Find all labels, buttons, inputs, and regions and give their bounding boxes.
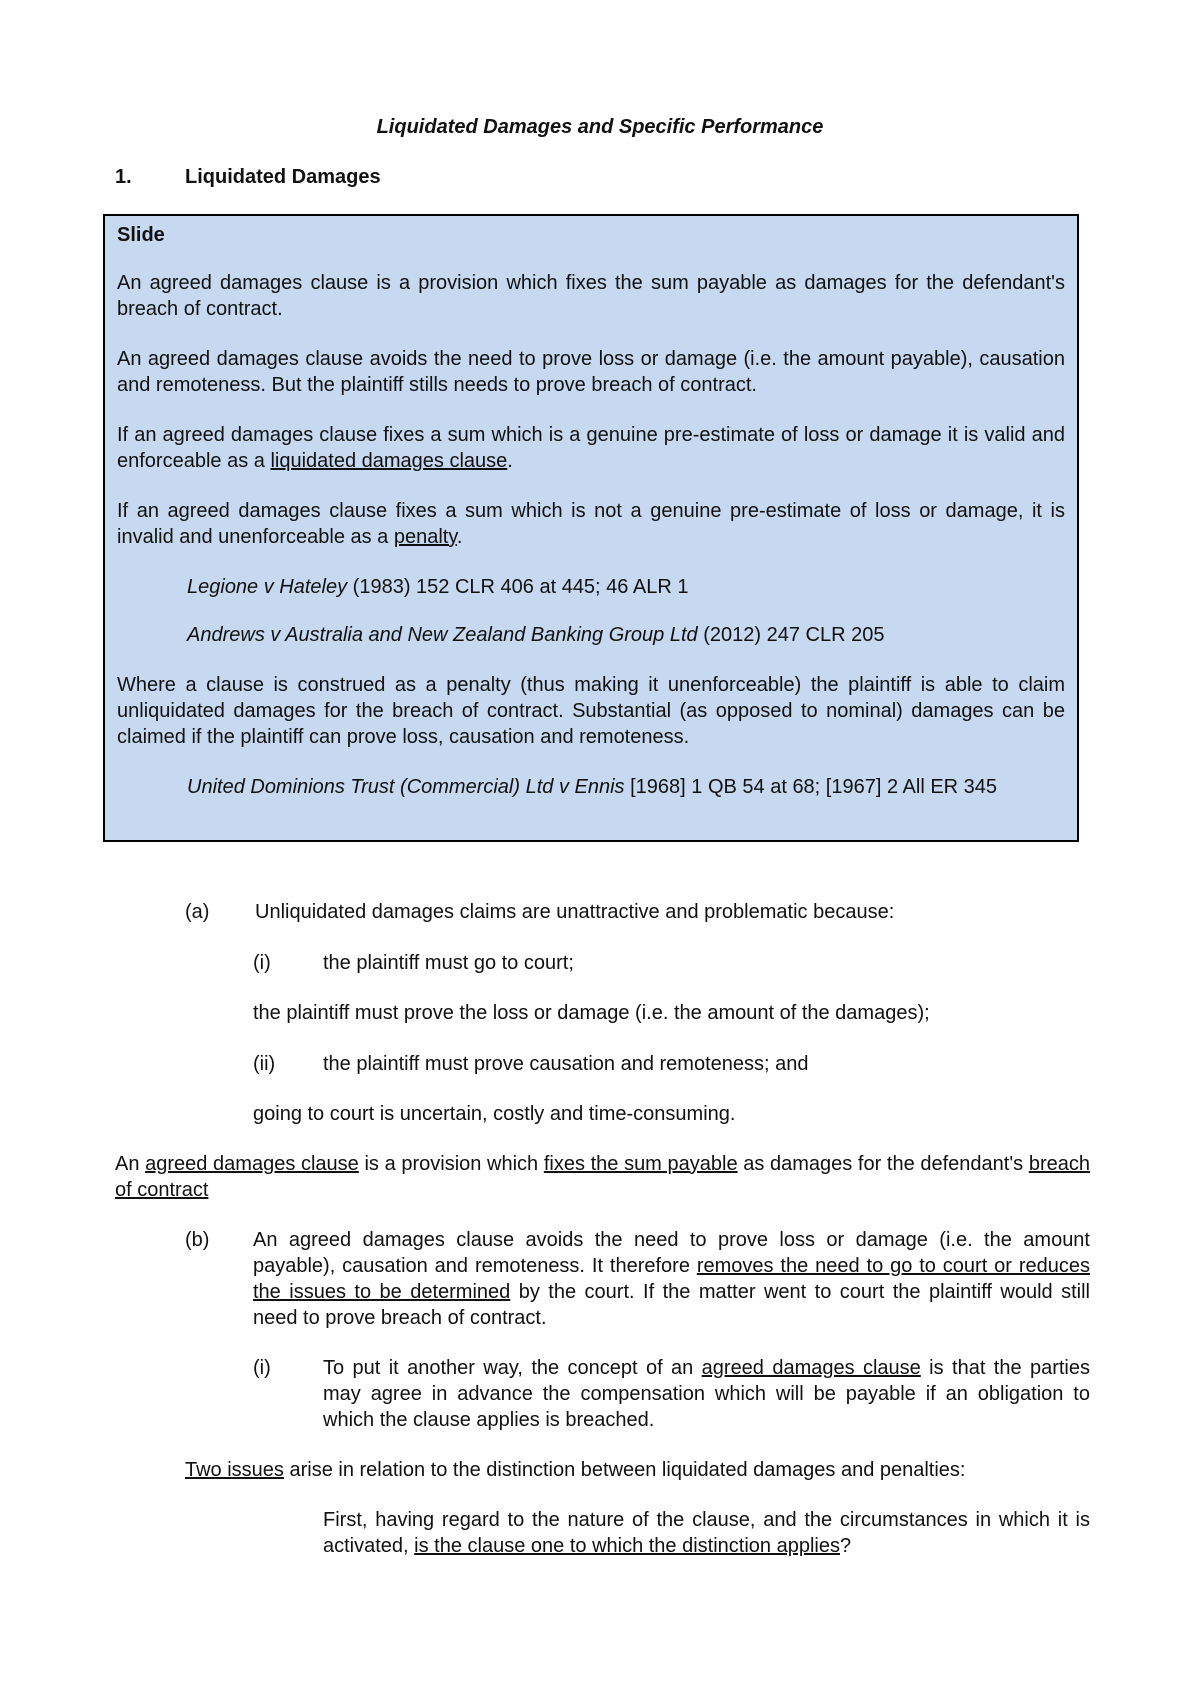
list-label: (ii) bbox=[253, 1053, 276, 1075]
list-label: (a) bbox=[185, 901, 210, 923]
case-citation: Legione v Hateley (1983) 152 CLR 406 at 445; 46 ALR 1 bbox=[187, 576, 689, 598]
case-citation: Andrews v Australia and New Zealand Banking Group Ltd (2012) 247 CLR 205 bbox=[187, 624, 885, 646]
slide-box bbox=[103, 214, 1079, 842]
slide-paragraph-penalty: If an agreed damages clause fixes a sum which is not a genuine pre-estimate of loss or damage, it is invalid and unenforceable as a penalty. bbox=[117, 500, 1065, 548]
case-name: United Dominions Trust (Commercial) Ltd v Ennis bbox=[187, 776, 625, 798]
list-item-a: (a) Unliquidated damages claims are unattractive and problematic because: bbox=[185, 901, 895, 923]
slide-paragraph-genuine-estimate: If an agreed damages clause fixes a sum which is a genuine pre-estimate of loss or damage it is valid and enforceable as a liquidated damages clause. bbox=[117, 424, 1065, 472]
section-heading bbox=[115, 164, 381, 190]
slide-paragraph-avoids-proof: An agreed damages clause avoids the need to prove loss or damage (i.e. the amount payable), causation and remoteness. But the plaintiff stills needs to prove breach of contract. bbox=[117, 348, 1065, 396]
slide-paragraph-definition: An agreed damages clause is a provision which fixes the sum payable as damages for the defendant's breach of contract. bbox=[117, 272, 1065, 320]
paragraph-first-issue: First, having regard to the nature of the clause, and the circumstances in which it is activated, is the clause one to which the distinction applies? bbox=[323, 1509, 1090, 1557]
list-line-prove-loss: the plaintiff must prove the loss or damage (i.e. the amount of the damages); bbox=[253, 1002, 930, 1024]
list-item-b: (b) An agreed damages clause avoids the need to prove loss or damage (i.e. the amount payable), causation and remoteness. It therefore removes the need to go to court or reduces the issues to be determined by the court. If the matter went to court the plaintiff would still need to prove breach of contract. bbox=[185, 1229, 1091, 1329]
case-citation: United Dominions Trust (Commercial) Ltd v Ennis [1968] 1 QB 54 at 68; [1967] 2 All ER 345 bbox=[187, 776, 998, 798]
slide-paragraph-unliquidated: Where a clause is construed as a penalty (thus making it unenforceable) the plaintiff is able to claim unliquidated damages for the breach of contract. Substantial (as opposed to nominal) damages can be claimed if the plaintiff can prove loss, causation and remoteness. bbox=[117, 674, 1065, 748]
section-number: 1. bbox=[115, 166, 132, 188]
section-heading-text: Liquidated Damages bbox=[185, 166, 381, 188]
case-name: Legione v Hateley bbox=[187, 576, 348, 598]
list-label: (i) bbox=[253, 952, 271, 974]
list-label: (b) bbox=[185, 1229, 210, 1251]
list-item-i: (i) the plaintiff must go to court; bbox=[253, 952, 574, 974]
list-label: (i) bbox=[253, 1357, 271, 1379]
list-item-ii: (ii) the plaintiff must prove causation and remoteness; and bbox=[253, 1053, 809, 1075]
paragraph-agreed-damages: An agreed damages clause is a provision which fixes the sum payable as damages for the defendant's breach of contract bbox=[115, 1153, 1090, 1201]
underlined-term: liquidated damages clause bbox=[270, 450, 508, 472]
paragraph-two-issues: Two issues arise in relation to the distinction between liquidated damages and penalties: bbox=[185, 1459, 966, 1481]
slide-label: Slide bbox=[117, 224, 165, 246]
list-item-b-i: (i) To put it another way, the concept of an agreed damages clause is that the parties may agree in advance the compensation which will be payable if an obligation to which the clause applies is breached. bbox=[253, 1357, 1090, 1431]
list-line-going-court: going to court is uncertain, costly and time-consuming. bbox=[253, 1103, 736, 1125]
underlined-term: penalty bbox=[393, 526, 457, 548]
case-name: Andrews v Australia and New Zealand Banking Group Ltd bbox=[187, 624, 698, 646]
document-title: Liquidated Damages and Specific Performance bbox=[376, 116, 824, 138]
